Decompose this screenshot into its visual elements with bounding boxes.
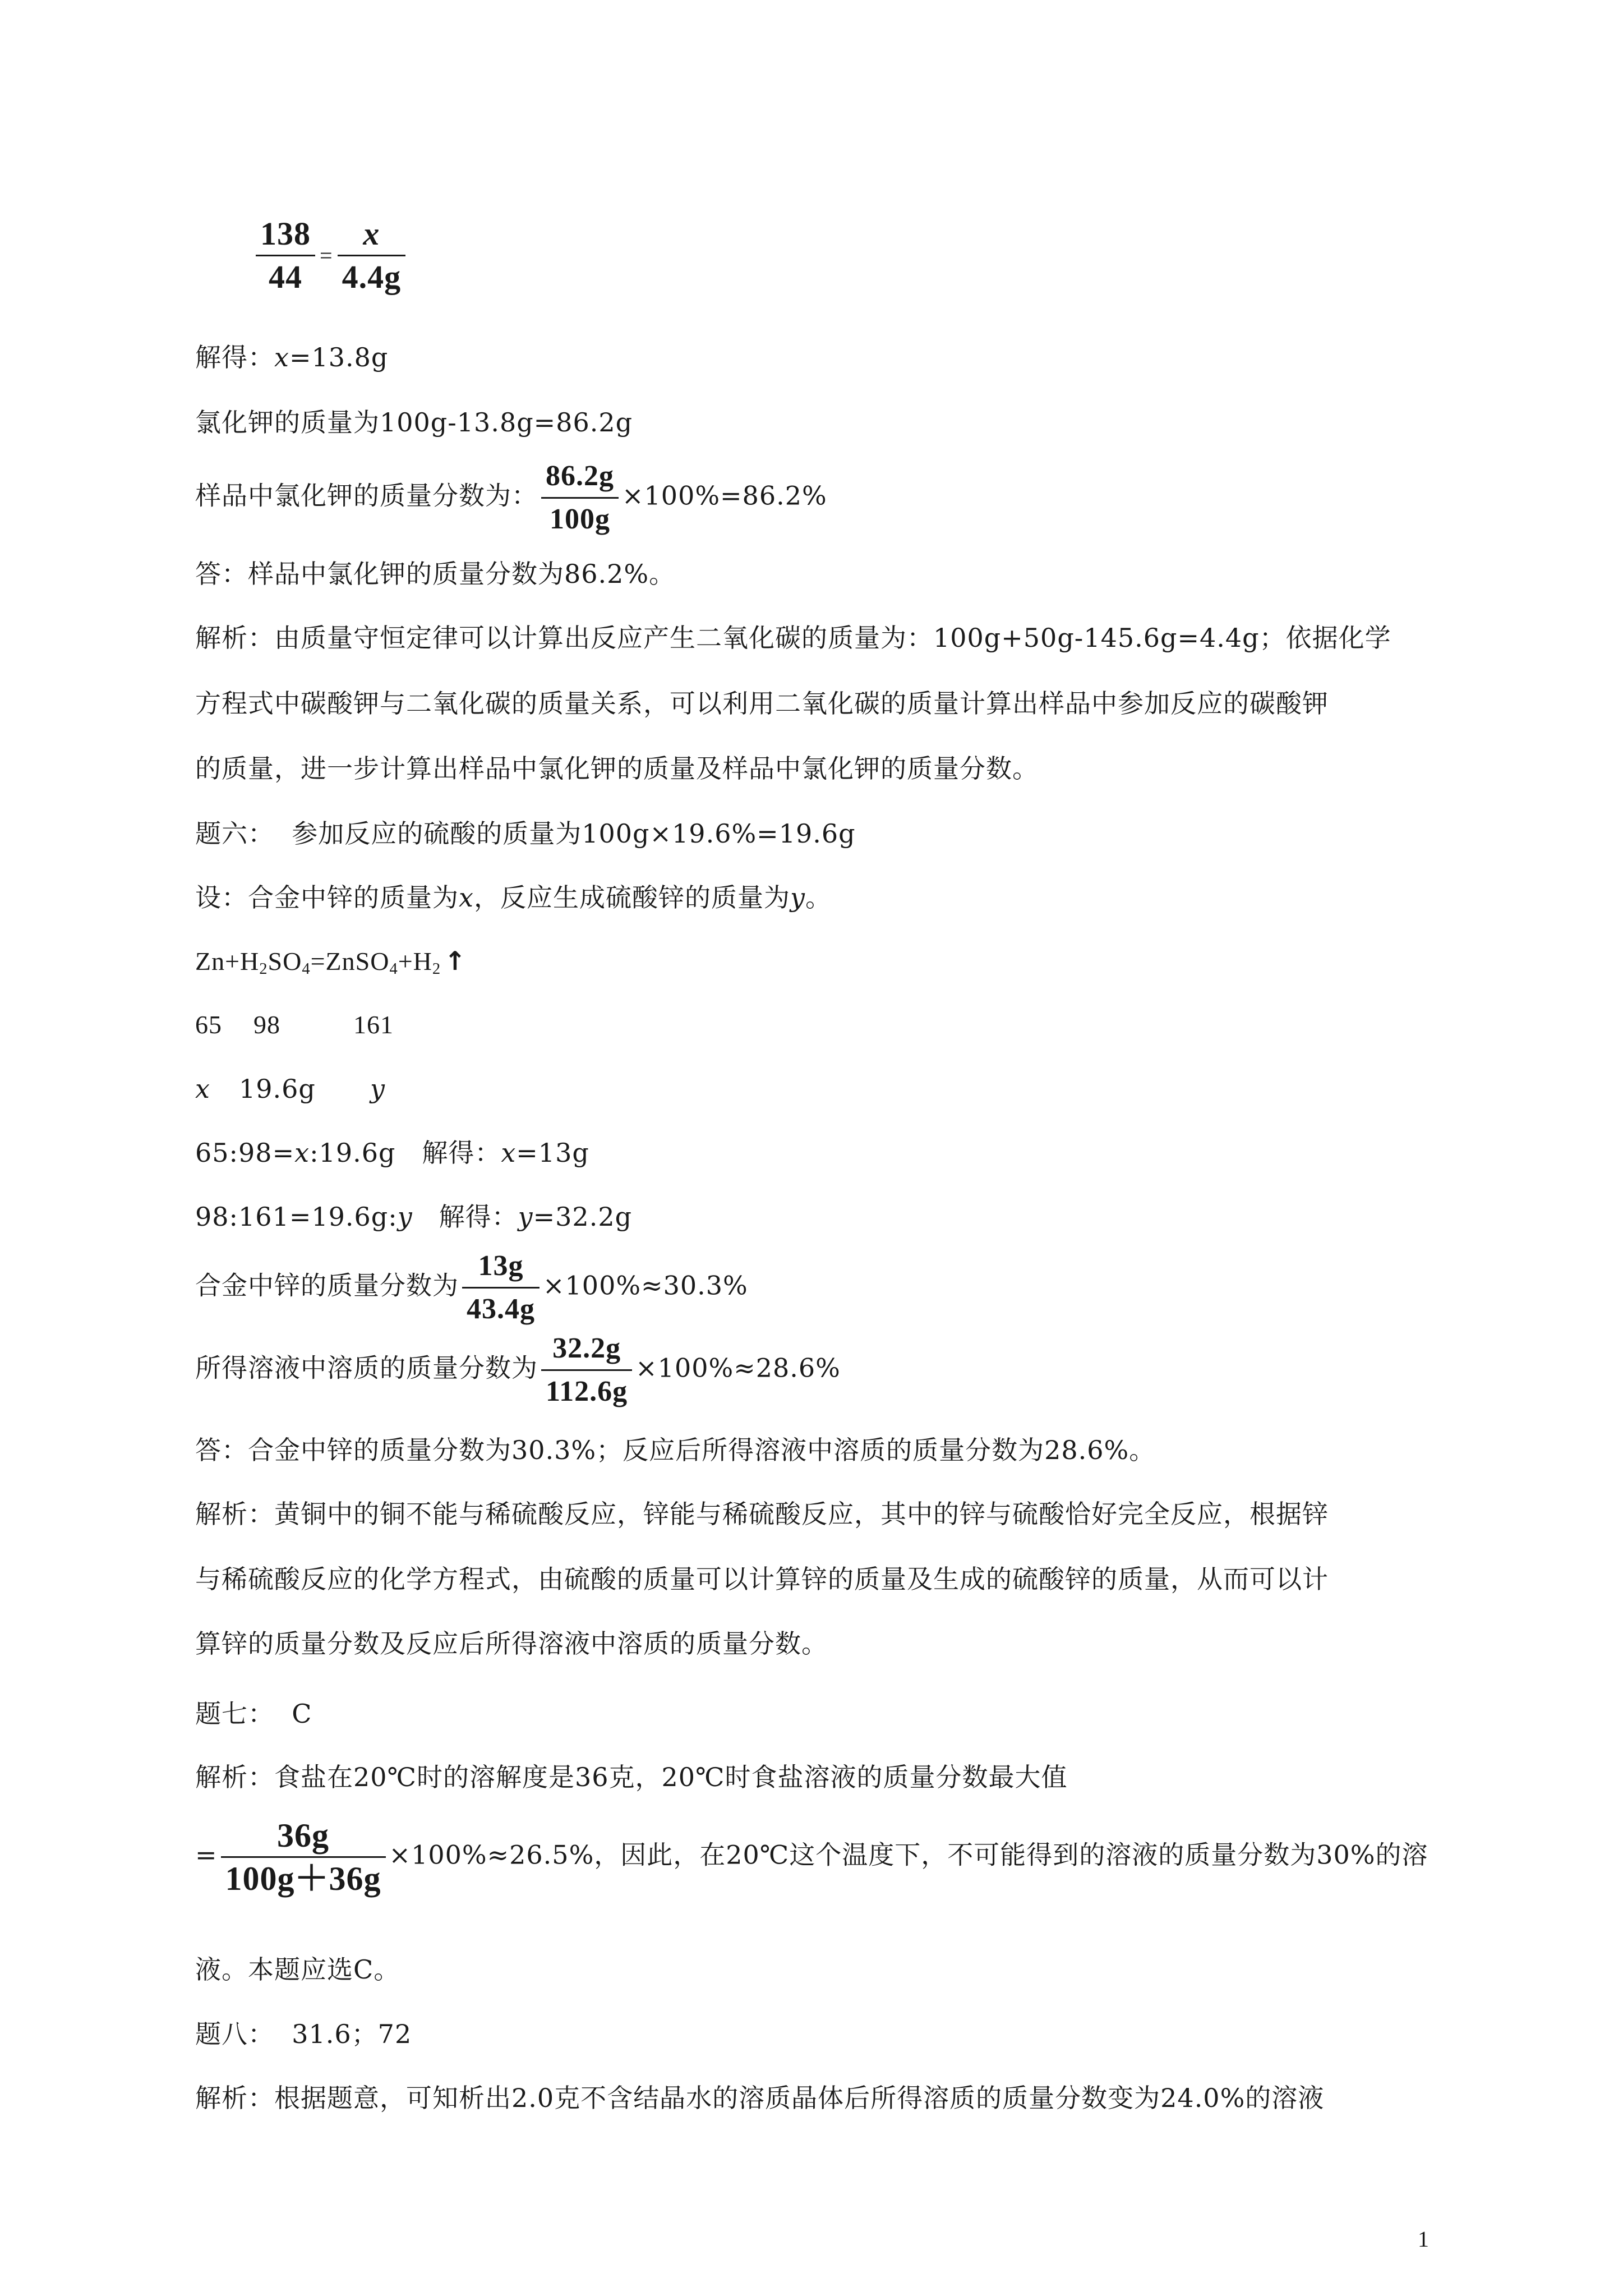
q5-analysis-line-3: 的质量，进一步计算出样品中氯化钾的质量及样品中氯化钾的质量分数。 (195, 753, 1039, 784)
variable-y: y (397, 1202, 413, 1232)
variable-x: x (195, 1074, 210, 1104)
gas-arrow-icon: ↑ (444, 946, 467, 976)
fraction-denominator: 43.4g (467, 1293, 535, 1325)
mass-zn: 65 (195, 1010, 222, 1039)
proportion: 98:161=19.6g: (195, 1202, 398, 1232)
fraction-numerator: 36g (221, 1815, 386, 1858)
fraction-denominator: 112.6g (546, 1375, 628, 1407)
variable-x: x (459, 882, 474, 913)
variable-x: x (274, 342, 289, 372)
subscript: 4 (302, 960, 311, 978)
answer-choice: C (292, 1699, 312, 1729)
q7-analysis-line-3: 液。本题应选C。 (195, 1954, 400, 1985)
fraction-numerator: x (338, 213, 406, 256)
variable-y: y (518, 1202, 533, 1232)
page-number: 1 (1418, 2226, 1429, 2252)
q6-analysis-line-3: 算锌的质量分数及反应后所得溶液中溶质的质量分数。 (195, 1628, 828, 1659)
q6-answer: 答：合金中锌的质量分数为30.3%；反应后所得溶液中溶质的质量分数为28.6%。 (195, 1435, 1156, 1465)
salt-fraction (221, 1815, 386, 1899)
zn-fraction (462, 1245, 540, 1330)
fraction-numerator: 32.2g (541, 1328, 632, 1371)
fraction-suffix: ×100%=86.2% (622, 480, 827, 511)
kcl-mass-line: 氯化钾的质量为100g-13.8g=86.2g (195, 407, 633, 438)
let-text: ，反应生成硫酸锌的质量为 (473, 882, 790, 913)
variable-x: x (501, 1138, 517, 1168)
question-intro: 参加反应的硫酸的质量为100g×19.6%=19.6g (292, 818, 856, 849)
question-label: 题七： (195, 1699, 274, 1729)
kcl-fraction (541, 455, 619, 540)
zn-fraction-line (195, 1245, 748, 1330)
equation-part: =ZnSO (310, 947, 390, 976)
solve-prefix: 解得： (439, 1202, 518, 1232)
q6-intro-line (195, 817, 856, 850)
equation-part: SO (268, 947, 302, 976)
proportion: 65:98= (195, 1138, 295, 1168)
acid-mass: 19.6g (239, 1074, 316, 1104)
variable-x: x (294, 1138, 310, 1168)
solve-result: =13g (516, 1138, 589, 1168)
let-text: 。 (805, 882, 832, 913)
q7-analysis-line-1: 解析：食盐在20℃时的溶解度是36克，20℃时食盐溶液的质量分数最大值 (195, 1762, 1068, 1792)
solve-prefix: 解得： (422, 1138, 501, 1168)
subscript: 2 (432, 960, 441, 978)
q5-analysis-line-1: 解析：由质量守恒定律可以计算出反应产生二氧化碳的质量为：100g+50g-145.6g=4.4g；依据化学 (195, 623, 1391, 653)
proportion: :19.6g (310, 1138, 396, 1168)
equation-part: +H (398, 947, 432, 976)
subscript: 4 (389, 960, 398, 978)
fraction-numerator: 86.2g (541, 455, 619, 499)
mass-znso4: 161 (353, 1010, 394, 1039)
let-text: 设：合金中锌的质量为 (195, 882, 459, 913)
fraction-suffix: ×100%≈30.3% (543, 1270, 748, 1301)
answer-values: 31.6；72 (292, 2019, 412, 2049)
fraction-prefix: 样品中氯化钾的质量分数为： (195, 480, 538, 511)
fraction-numerator: 13g (462, 1245, 540, 1289)
solve-result: =32.2g (533, 1202, 633, 1232)
question-label: 题八： (195, 2019, 274, 2049)
variable-y: y (370, 1074, 385, 1104)
fraction-prefix: 合金中锌的质量分数为 (195, 1270, 459, 1301)
q5-analysis-line-2: 方程式中碳酸钾与二氧化碳的质量关系，可以利用二氧化碳的质量计算出样品中参加反应的碳酸钾 (195, 688, 1329, 719)
q8-analysis-line: 解析：根据题意，可知析出2.0克不含结晶水的溶质晶体后所得溶质的质量分数变为24.0%的溶液 (195, 2083, 1325, 2113)
fraction-denominator: 4.4g (342, 259, 402, 295)
solve-prefix: 解得： (195, 342, 274, 372)
q8-answer-line (195, 2017, 412, 2051)
solution-fraction-line (195, 1328, 841, 1412)
q5-answer: 答：样品中氯化钾的质量分数为86.2%。 (195, 559, 676, 589)
ratio-fraction-left (256, 213, 315, 298)
solve-x-line (195, 1136, 589, 1170)
solution-fraction (541, 1328, 632, 1412)
fraction-suffix: ×100%≈26.5%，因此，在20℃这个温度下，不可能得到的溶液的质量分数为30%的溶 (389, 1839, 1428, 1870)
fraction-prefix: 所得溶液中溶质的质量分数为 (195, 1352, 538, 1383)
question-label: 题六： (195, 818, 274, 849)
subscript: 2 (259, 960, 268, 978)
solve-result: =13.8g (289, 342, 389, 372)
fraction-denominator: 100g (550, 503, 610, 535)
solve-y-line (195, 1200, 632, 1234)
ratio-equation (252, 213, 409, 298)
q7-fraction-line (195, 1815, 1428, 1899)
solve-line (195, 341, 388, 374)
q7-answer-line (195, 1697, 312, 1731)
q6-analysis-line-2: 与稀硫酸反应的化学方程式，由硫酸的质量可以计算锌的质量及生成的硫酸锌的质量，从而可以计 (195, 1564, 1329, 1594)
fraction-denominator: 100g＋36g (225, 1860, 381, 1897)
kcl-fraction-line (195, 455, 827, 540)
equation-part: Zn+H (195, 947, 260, 976)
mass-h2so4: 98 (253, 1010, 280, 1039)
fraction-denominator: 44 (269, 259, 302, 295)
fraction-suffix: ×100%≈28.6% (635, 1352, 841, 1383)
variable-y: y (790, 882, 805, 913)
chemical-equation (195, 944, 467, 978)
equals-sign: = (320, 242, 333, 268)
q6-let-line (195, 881, 832, 914)
fraction-numerator: 138 (256, 213, 315, 256)
equals-sign: = (195, 1839, 218, 1870)
ratio-fraction-right (338, 213, 406, 298)
q6-analysis-line-1: 解析：黄铜中的铜不能与稀硫酸反应，锌能与稀硫酸反应，其中的锌与硫酸恰好完全反应，根据锌 (195, 1499, 1329, 1529)
